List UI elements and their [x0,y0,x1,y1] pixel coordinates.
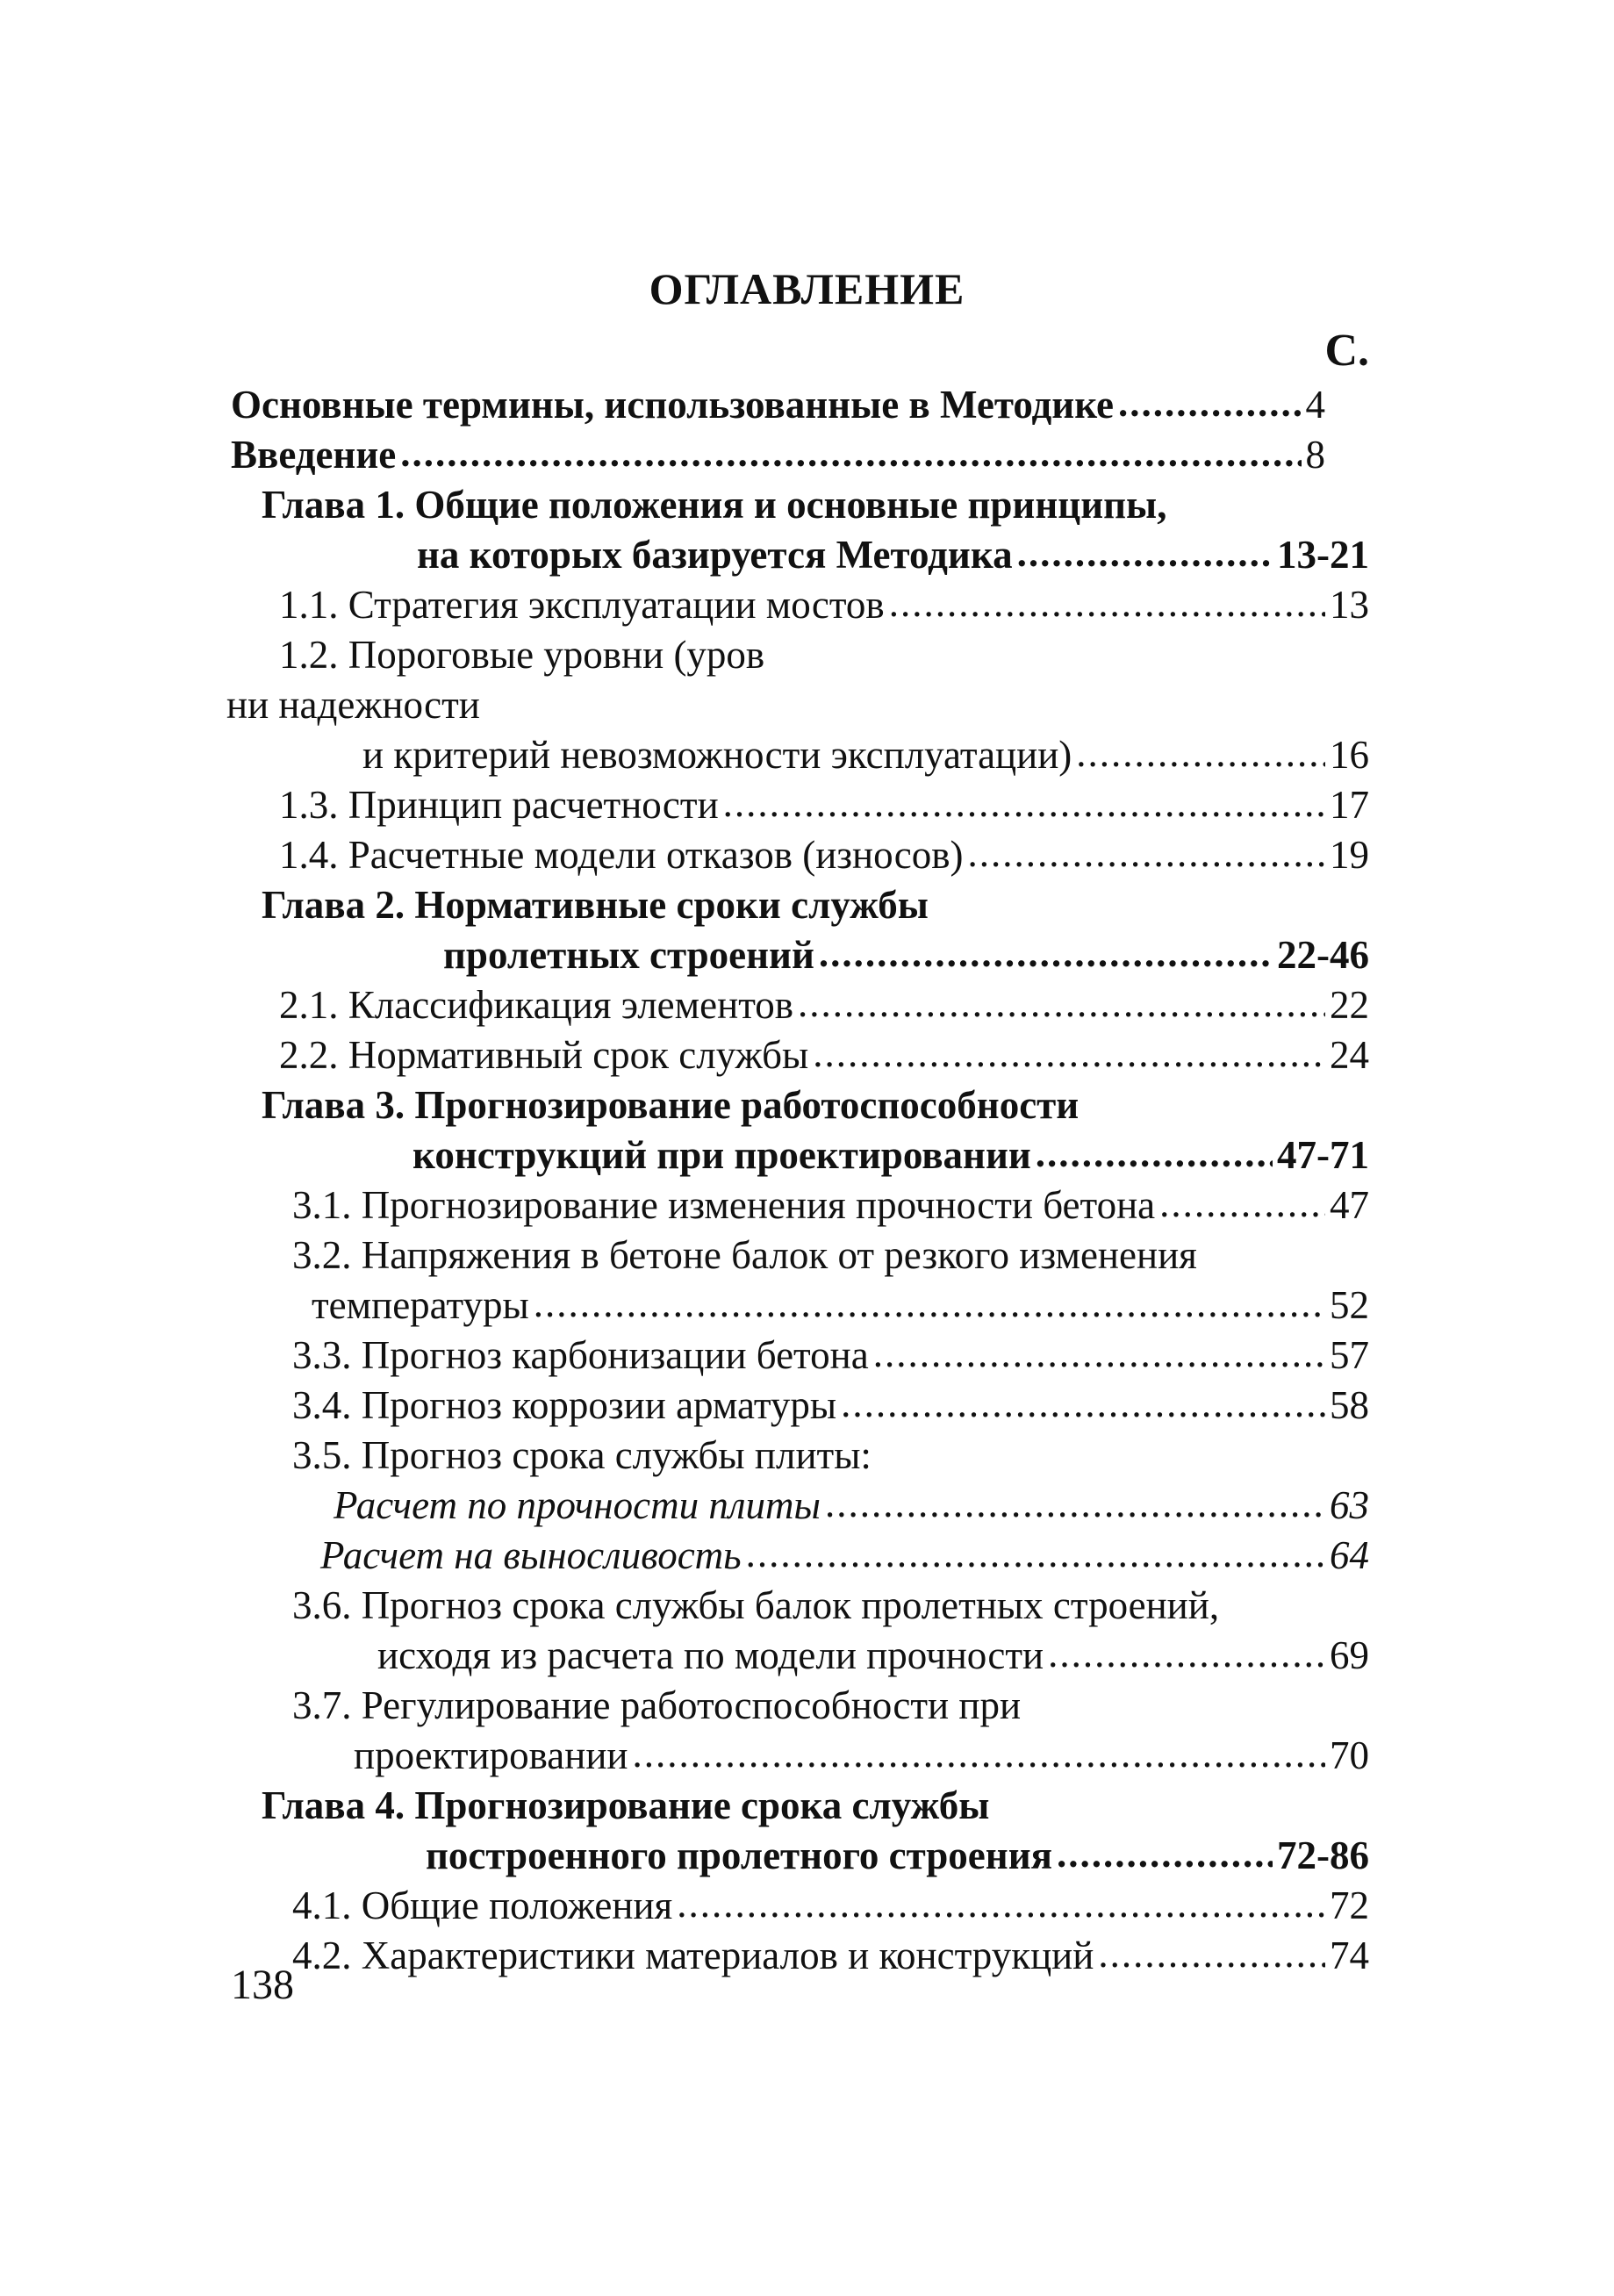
toc-entry [292,1178,1369,1228]
toc-entry-text: Расчет по прочности плиты [334,1483,821,1527]
leader-dots [889,580,1325,626]
toc-entry-page: 16 [1330,733,1369,777]
toc-entry-text: 2.2. Нормативный срок службы [279,1033,809,1077]
toc-entry-page: 52 [1330,1283,1369,1327]
toc-entry [412,1128,1369,1178]
leader-dots [819,930,1273,976]
leader-dots [1036,1130,1273,1176]
toc-entry-text: 1.3. Принцип расчетности [279,783,719,827]
leader-dots [967,830,1325,876]
toc-entry [279,778,1369,828]
leader-dots [813,1030,1325,1076]
toc-entry-text: Основные термины, использованные в Методике [231,383,1115,427]
toc-entry-page: 72 [1330,1883,1369,1927]
page-number: 138 [231,1962,294,2008]
toc-entry-page: 69 [1330,1633,1369,1677]
toc-entry-text: 4.2. Характеристики материалов и конструкций [292,1934,1094,1977]
toc-chapter-heading: Глава 1. Общие положения и основные принципы, [262,483,1167,527]
toc-entry-text: 3.4. Прогноз коррозии арматуры [292,1383,837,1427]
toc-entry-page: 22 [1330,983,1369,1027]
leader-dots [677,1881,1325,1926]
toc-entry-page: 57 [1330,1333,1369,1377]
toc-entry-page: 64 [1330,1533,1369,1577]
page-column-header: С. [1324,326,1369,376]
toc-entry-text: 2.1. Классификация элементов [279,983,794,1027]
toc-entry [354,1728,1369,1778]
toc-entry-page: 47-71 [1277,1133,1369,1177]
leader-dots [746,1531,1325,1576]
leader-dots [1057,1831,1273,1876]
toc-entry-page: 74 [1330,1934,1369,1977]
toc-entry-text: 3.3. Прогноз карбонизации бетона [292,1333,869,1377]
toc-entry-page: 58 [1330,1383,1369,1427]
leader-dots [841,1381,1325,1426]
toc-entry-page: 24 [1330,1033,1369,1077]
leader-dots [1048,1631,1325,1676]
toc-entry [377,1628,1369,1678]
toc-entry-text: Введение [231,433,397,477]
toc-entry-text: Расчет на выносливость [320,1533,742,1577]
toc-entry-text: температуры [312,1283,529,1327]
toc-entry-text: 3.1. Прогнозирование изменения прочности бетона [292,1183,1156,1227]
leader-dots [798,980,1325,1026]
toc-entry-text: на которых базируется Методика [417,533,1013,577]
leader-dots [873,1331,1325,1376]
toc-entry-text: 3.5. Прогноз срока службы плиты: [292,1433,872,1477]
toc-entry [426,1828,1369,1878]
toc-entry [292,1328,1369,1378]
toc-entry-text: исходя из расчета по модели прочности [377,1633,1044,1677]
toc-entry [417,527,1369,578]
toc-entry [334,1478,1369,1528]
toc-entry-text: пролетных строений [443,933,814,977]
leader-dots [1076,730,1325,776]
toc-chapter-heading: Глава 4. Прогнозирование срока службы [262,1783,990,1827]
toc-entry-page: 17 [1330,783,1369,827]
toc-entry [362,728,1369,778]
toc-entry [292,1378,1369,1428]
toc-entry-page: 19 [1330,833,1369,877]
toc-entry [292,1928,1369,1978]
toc-chapter-heading: Глава 3. Прогнозирование работоспособности [262,1083,1080,1127]
toc-entry [279,828,1369,878]
toc-entry-text: 3.6. Прогноз срока службы балок пролетных строений, [292,1583,1220,1627]
toc-entry [279,1028,1369,1078]
toc-entry-page: 4 [1305,383,1325,427]
toc-entry [231,427,1325,477]
toc-entry-page: 13-21 [1277,533,1369,577]
page-title: ОГЛАВЛЕНИЕ [649,264,965,313]
toc-entry-page: 72-86 [1277,1833,1369,1877]
toc-entry-page: 13 [1330,583,1369,627]
toc-entry-text: 3.2. Напряжения в бетоне балок от резкого изменения [292,1233,1197,1277]
toc-entry-page: 47 [1330,1183,1369,1227]
toc-entry [320,1528,1369,1578]
toc-entry-text: конструкций при проектировании [412,1133,1031,1177]
toc-entry-text: ни надежности [226,683,480,727]
toc-entry-page: 70 [1330,1733,1369,1777]
toc-entry-text: 1.2. Пороговые уровни (уров [279,633,765,677]
leader-dots [1118,380,1301,426]
leader-dots [400,430,1301,476]
toc-entry-page: 8 [1305,433,1325,477]
toc-entry [279,978,1369,1028]
toc-entry [231,377,1325,427]
toc-entry [312,1278,1369,1328]
toc-entry [443,928,1369,978]
leader-dots [633,1731,1326,1776]
toc-entry-text: построенного пролетного строения [426,1833,1052,1877]
toc-entry-text: 4.1. Общие положения [292,1883,673,1927]
toc-entry [292,1878,1369,1928]
leader-dots [1017,530,1273,576]
toc-entry-text: 3.7. Регулирование работоспособности при [292,1683,1022,1727]
toc-entry-text: 1.4. Расчетные модели отказов (износов) [279,833,964,877]
toc-entry-page: 63 [1330,1483,1369,1527]
toc-entry-text: 1.1. Стратегия эксплуатации мостов [279,583,885,627]
toc-chapter-heading: Глава 2. Нормативные сроки службы [262,883,929,927]
toc-entry-page: 22-46 [1277,933,1369,977]
leader-dots [1098,1931,1325,1977]
leader-dots [1159,1180,1325,1226]
toc-entry-text: проектировании [354,1733,628,1777]
toc-entry-text: и критерий невозможности эксплуатации) [362,733,1072,777]
leader-dots [534,1281,1325,1326]
leader-dots [825,1481,1325,1526]
toc-entry [279,578,1369,628]
leader-dots [723,780,1325,826]
